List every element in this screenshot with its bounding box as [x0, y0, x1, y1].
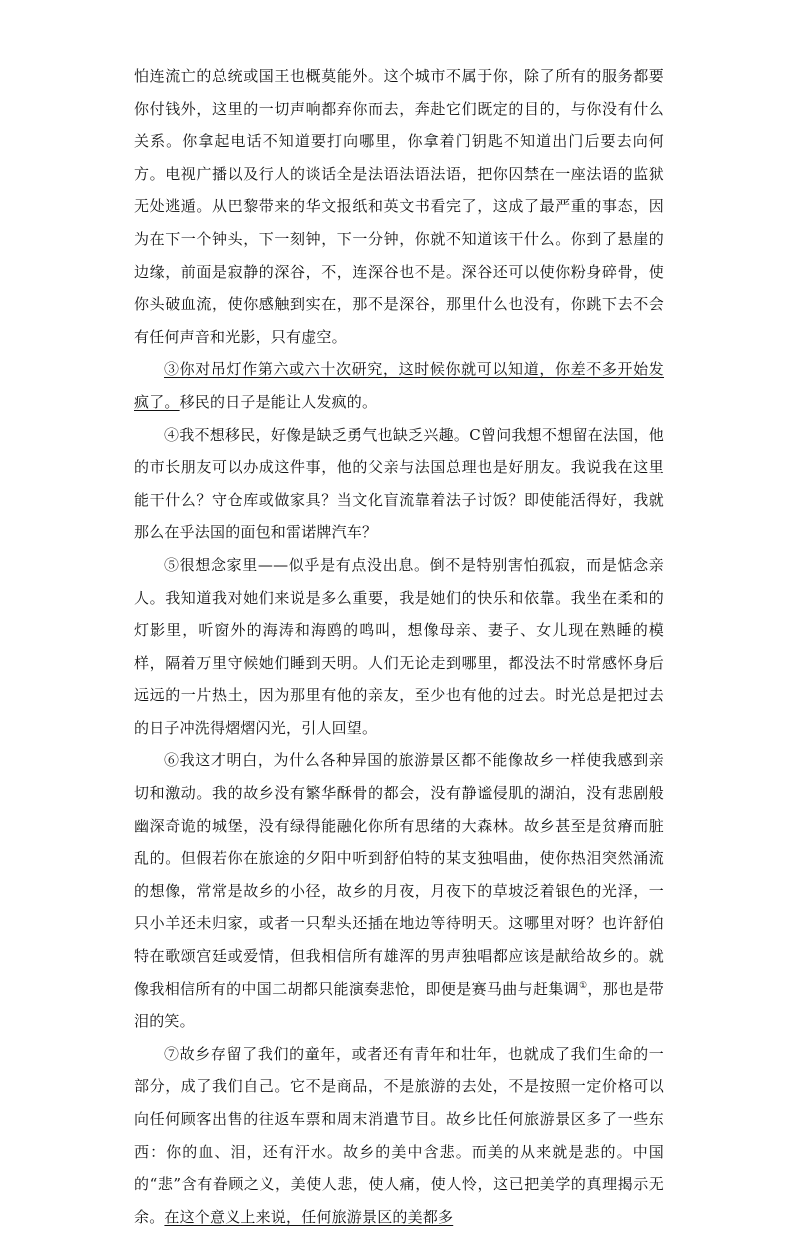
paragraph-7	[134, 1038, 664, 1233]
paragraph-4	[134, 419, 664, 549]
underlined-sentence: 在这个意义上来说，任何旅游景区的美都多	[164, 1207, 454, 1226]
text-body	[134, 60, 664, 1233]
underlined-sentence: ③你对吊灯作第六或六十次研究，这时候你就可以知道，你差不多开始发疯了。	[134, 360, 664, 411]
paragraph-5	[134, 549, 664, 745]
paragraph-text: 怕连流亡的总统或国王也概莫能外。这个城市不属于你，除了所有的服务都要你付钱外，这里的一切声响都弃你而去，奔赴它们既定的目的，与你没有什么关系。你拿起电话不知道要打向哪里，你拿着门钥匙不知道出门后要去向何方。电视广播以及行人的谈话全是法语法语法语，把你囚禁在一座法语的监狱无处逃遁。从巴黎带来的华文报纸和英文书看完了，这成了最严重的事态，因为在下一个钟头，下一刻钟，下一分钟，你就不知道该干什么。你到了悬崖的边缘，前面是寂静的深谷，不，连深谷也不是。深谷还可以使你粉身碎骨，使你头破血流，使你感触到实在，那不是深谷，那里什么也没有，你跳下去不会有任何声音和光影，只有虚空。	[134, 67, 664, 346]
paragraph-text: 移民的日子是能让人发疯的。	[179, 392, 378, 411]
paragraph-text: ⑦故乡存留了我们的童年，或者还有青年和壮年，也就成了我们生命的一部分，成了我们自己。它不是商品，不是旅游的去处，不是按照一定价格可以向任何顾客出售的往返车票和周末消遣节目。故乡比任何旅游景区多了一些东西：你的血、泪，还有汗水。故乡的美中含悲。而美的从来就是悲的。中国的“悲”含有眷顾之义，美使人悲，使人痛，使人怜，这已把美学的真理揭示无余。	[134, 1044, 664, 1226]
paragraph-6	[134, 744, 664, 1037]
paragraph-3	[134, 353, 664, 418]
paragraph-text: ④我不想移民，好像是缺乏勇气也缺乏兴趣。C曾问我想不想留在法国，他的市长朋友可以办成这件事，他的父亲与法国总理也是好朋友。我说我在这里能干什么？守仓库或做家具？当文化盲流靠着法子讨饭？即使能活得好，我就那么在乎法国的面包和雷诺牌汽车？	[134, 425, 664, 542]
paragraph-continued	[134, 60, 664, 353]
paragraph-text: ⑤很想念家里——似乎是有点没出息。倒不是特别害怕孤寂，而是惦念亲人。我知道我对她们来说是多么重要，我是她们的快乐和依靠。我坐在柔和的灯影里，听窗外的海涛和海鸥的鸣叫，想像母亲、妻子、女儿现在熟睡的模样，隔着万里守候她们睡到天明。人们无论走到哪里，都没法不时常感怀身后远远的一片热土，因为那里有他的亲友，至少也有他的过去。时光总是把过去的日子冲洗得熠熠闪光，引人回望。	[134, 555, 664, 737]
paragraph-text-end: ，那也是带泪的笑。	[134, 979, 664, 1031]
paragraph-text: ⑥我这才明白，为什么各种异国的旅游景区都不能像故乡一样使我感到亲切和激动。我的故乡没有繁华酥骨的都会，没有静谧侵肌的湖泊，没有悲剧般幽深奇诡的城堡，没有绿得能融化你所有思绪的大森林。故乡甚至是贫瘠而脏乱的。但假若你在旅途的夕阳中听到舒伯特的某支独唱曲，使你热泪突然涌流的想像，常常是故乡的小径，故乡的月夜，月夜下的草坡泛着银色的光泽，一只小羊还未归家，或者一只犁头还插在地边等待明天。这哪里对呀？也许舒伯特在歌颂宫廷或爱情，但我相信所有雄浑的男声独唱都应该是献给故乡的。就像我相信所有的中国二胡都只能演奏悲怆，即便是赛马曲与赶集调	[134, 751, 664, 998]
footnote-marker: ①	[578, 980, 588, 991]
